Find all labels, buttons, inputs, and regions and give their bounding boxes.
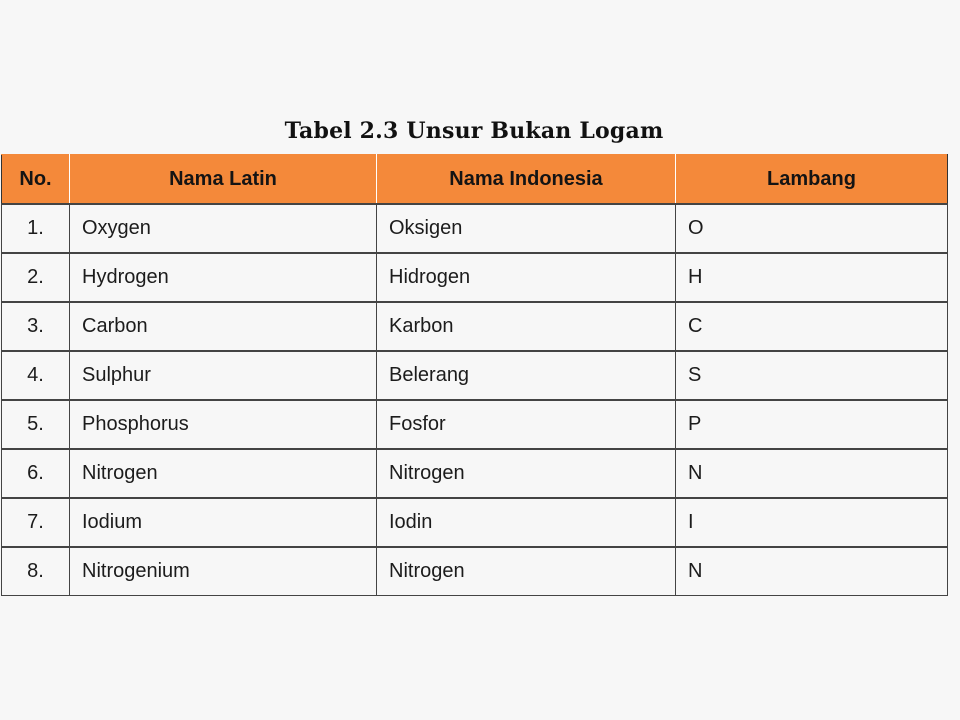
table-row [2, 253, 948, 302]
column-header-symbol: Lambang [676, 155, 948, 205]
cell-latin-name: Oxygen [70, 204, 377, 253]
cell-latin-name: Hydrogen [70, 253, 377, 302]
cell-symbol: N [676, 547, 948, 596]
cell-indonesian-name: Oksigen [377, 204, 676, 253]
table-row [2, 351, 948, 400]
cell-indonesian-name: Hidrogen [377, 253, 676, 302]
cell-indonesian-name: Iodin [377, 498, 676, 547]
cell-latin-name: Nitrogenium [70, 547, 377, 596]
cell-no: 1. [2, 204, 70, 253]
cell-latin-name: Sulphur [70, 351, 377, 400]
cell-indonesian-name: Nitrogen [377, 547, 676, 596]
table-header-row [2, 155, 948, 205]
cell-indonesian-name: Karbon [377, 302, 676, 351]
cell-indonesian-name: Nitrogen [377, 449, 676, 498]
element-table [1, 154, 948, 596]
cell-symbol: C [676, 302, 948, 351]
cell-latin-name: Carbon [70, 302, 377, 351]
table-row [2, 449, 948, 498]
table-row [2, 498, 948, 547]
cell-latin-name: Nitrogen [70, 449, 377, 498]
table-caption: Tabel 2.3 Unsur Bukan Logam [284, 118, 664, 144]
cell-symbol: N [676, 449, 948, 498]
table-row [2, 302, 948, 351]
cell-no: 5. [2, 400, 70, 449]
cell-indonesian-name: Belerang [377, 351, 676, 400]
cell-latin-name: Iodium [70, 498, 377, 547]
cell-no: 6. [2, 449, 70, 498]
cell-symbol: P [676, 400, 948, 449]
cell-symbol: H [676, 253, 948, 302]
table-row [2, 400, 948, 449]
cell-no: 7. [2, 498, 70, 547]
cell-no: 4. [2, 351, 70, 400]
cell-no: 3. [2, 302, 70, 351]
column-header-no: No. [2, 155, 70, 205]
table-row [2, 204, 948, 253]
cell-symbol: I [676, 498, 948, 547]
cell-latin-name: Phosphorus [70, 400, 377, 449]
table-row [2, 547, 948, 596]
column-header-latin-name: Nama Latin [70, 155, 377, 205]
cell-indonesian-name: Fosfor [377, 400, 676, 449]
column-header-indonesian-name: Nama Indonesia [377, 155, 676, 205]
cell-symbol: S [676, 351, 948, 400]
cell-no: 2. [2, 253, 70, 302]
cell-no: 8. [2, 547, 70, 596]
cell-symbol: O [676, 204, 948, 253]
